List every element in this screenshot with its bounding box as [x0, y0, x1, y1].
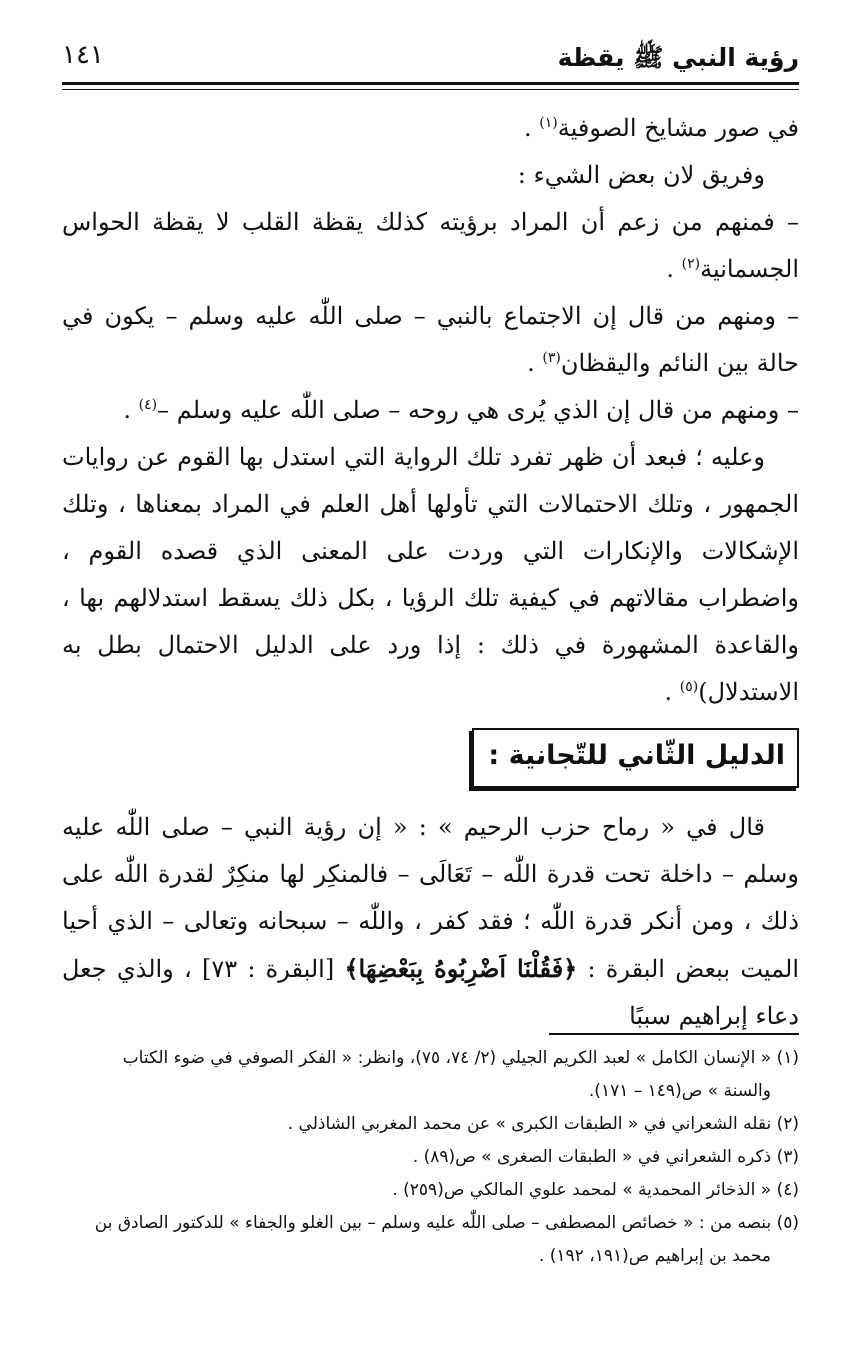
- footnote-5: (٥) بنصه من : « خصائص المصطفى – صلى اللّٰه عليه وسلم – بين الغلو والجفاء » للدكتور الصادق بن: [94, 1213, 799, 1233]
- footnote-ref-5: (٥): [679, 679, 699, 695]
- footnote-1-continuation: والسنة » ص(١٤٩ – ١٧١).: [588, 1081, 771, 1101]
- paragraph-6-text: وعليه ؛ فبعد أن ظهر تفرد تلك الرواية التي استدل بها القوم عن روايات الجمهور ، وتلك الاحتمالات التي تأولها أهل العلم في المراد بمعناها ، وتلك الإشكالات والإنكارات التي وردت على المعنى الذي قصده القوم ، واضطراب مقالاتهم في كيفية تلك الرؤيا ، بكل ذلك يسقط استدلالهم بها ، والقاعدة المشهورة في ذلك : إذا ورد على الدليل الاحتمال بطل به الاستدلال): [62, 443, 799, 706]
- footnote-ref-1: (١): [539, 115, 558, 131]
- footnote-ref-3: (٣): [542, 350, 561, 366]
- page-number: ١٤١: [62, 40, 104, 70]
- paragraph-4: [62, 293, 799, 387]
- paragraph-1-text: في صور مشايخ الصوفية: [557, 114, 799, 142]
- paragraph-5-text: – ومنهم من قال إن الذي يُرى هي روحه – صلى اللّٰه عليه وسلم –: [157, 396, 799, 424]
- footnote-ref-4: (٤): [138, 397, 158, 413]
- paragraph-4-text: – ومنهم من قال إن الاجتماع بالنبي – صلى اللّٰه عليه وسلم – يكون في حالة بين النائم واليقظان: [62, 302, 799, 377]
- footnote-5-continuation: محمد بن إبراهيم ص(١٩١، ١٩٢) .: [538, 1246, 771, 1266]
- footnote-4: (٤) « الذخائر المحمدية » لمحمد علوي المالكي ص(٢٥٩) .: [392, 1180, 799, 1200]
- paragraph-6-end: .: [664, 678, 673, 706]
- running-header: [62, 40, 799, 80]
- section-heading-wrap: [62, 728, 799, 790]
- running-title: رؤية النبي ﷺ يقظة: [557, 43, 799, 72]
- section-heading: الدليل الثّاني للتّجانية :: [472, 728, 799, 788]
- paragraph-7: [62, 804, 799, 1040]
- quran-verse: ﴿فَقُلْنَا اَضْرِبُوهُ بِبَعْضِهَا﴾: [344, 954, 578, 983]
- paragraph-4-end: .: [527, 349, 535, 377]
- paragraph-7-continuation: [البقرة : ٧٣] ، والذي جعل دعاء إبراهيم سببًا: [62, 955, 799, 1030]
- paragraph-3-text: – فمنهم من زعم أن المراد برؤيته كذلك يقظة القلب لا يقظة الحواس الجسمانية: [62, 208, 799, 283]
- paragraph-5: [62, 387, 799, 434]
- paragraph-1-end: .: [523, 114, 532, 142]
- footnote-2: (٢) نقله الشعراني في « الطبقات الكبرى » عن محمد المغربي الشاذلي .: [287, 1114, 799, 1134]
- paragraph-2: وفريق لان بعض الشيء :: [517, 161, 765, 189]
- footnote-3: (٣) ذكره الشعراني في « الطبقات الصغرى » ص(٨٩) .: [412, 1147, 799, 1167]
- header-rule-thick: [62, 82, 799, 85]
- paragraph-3-end: .: [666, 255, 675, 283]
- paragraph-5-end: .: [123, 396, 131, 424]
- footnotes: [62, 1042, 799, 1273]
- paragraph-6: [62, 434, 799, 716]
- footnote-separator: [549, 1033, 799, 1035]
- footnote-ref-2: (٢): [681, 256, 701, 272]
- paragraph-3: [62, 199, 799, 293]
- header-rule-thin: [62, 89, 799, 90]
- footnote-1: (١) « الإنسان الكامل » لعبد الكريم الجيلي (٢/ ٧٤، ٧٥)، وانظر: « الفكر الصوفي في ضوء الكتاب: [122, 1048, 799, 1068]
- paragraph-1: [62, 105, 799, 152]
- paragraph-7-text: قال في « رماح حزب الرحيم » : « إن رؤية النبي – صلى اللّٰه عليه وسلم – داخلة تحت قدرة اللّٰه – تَعَالَى – فالمنكِر لها منكِرٌ لقدرة اللّٰه على ذلك ، ومن أنكر قدرة اللّٰه ؛ فقد كفر ، واللّٰه – سبحانه وتعالى – الذي أحيا الميت ببعض البقرة :: [62, 813, 799, 983]
- main-text: [62, 105, 799, 1040]
